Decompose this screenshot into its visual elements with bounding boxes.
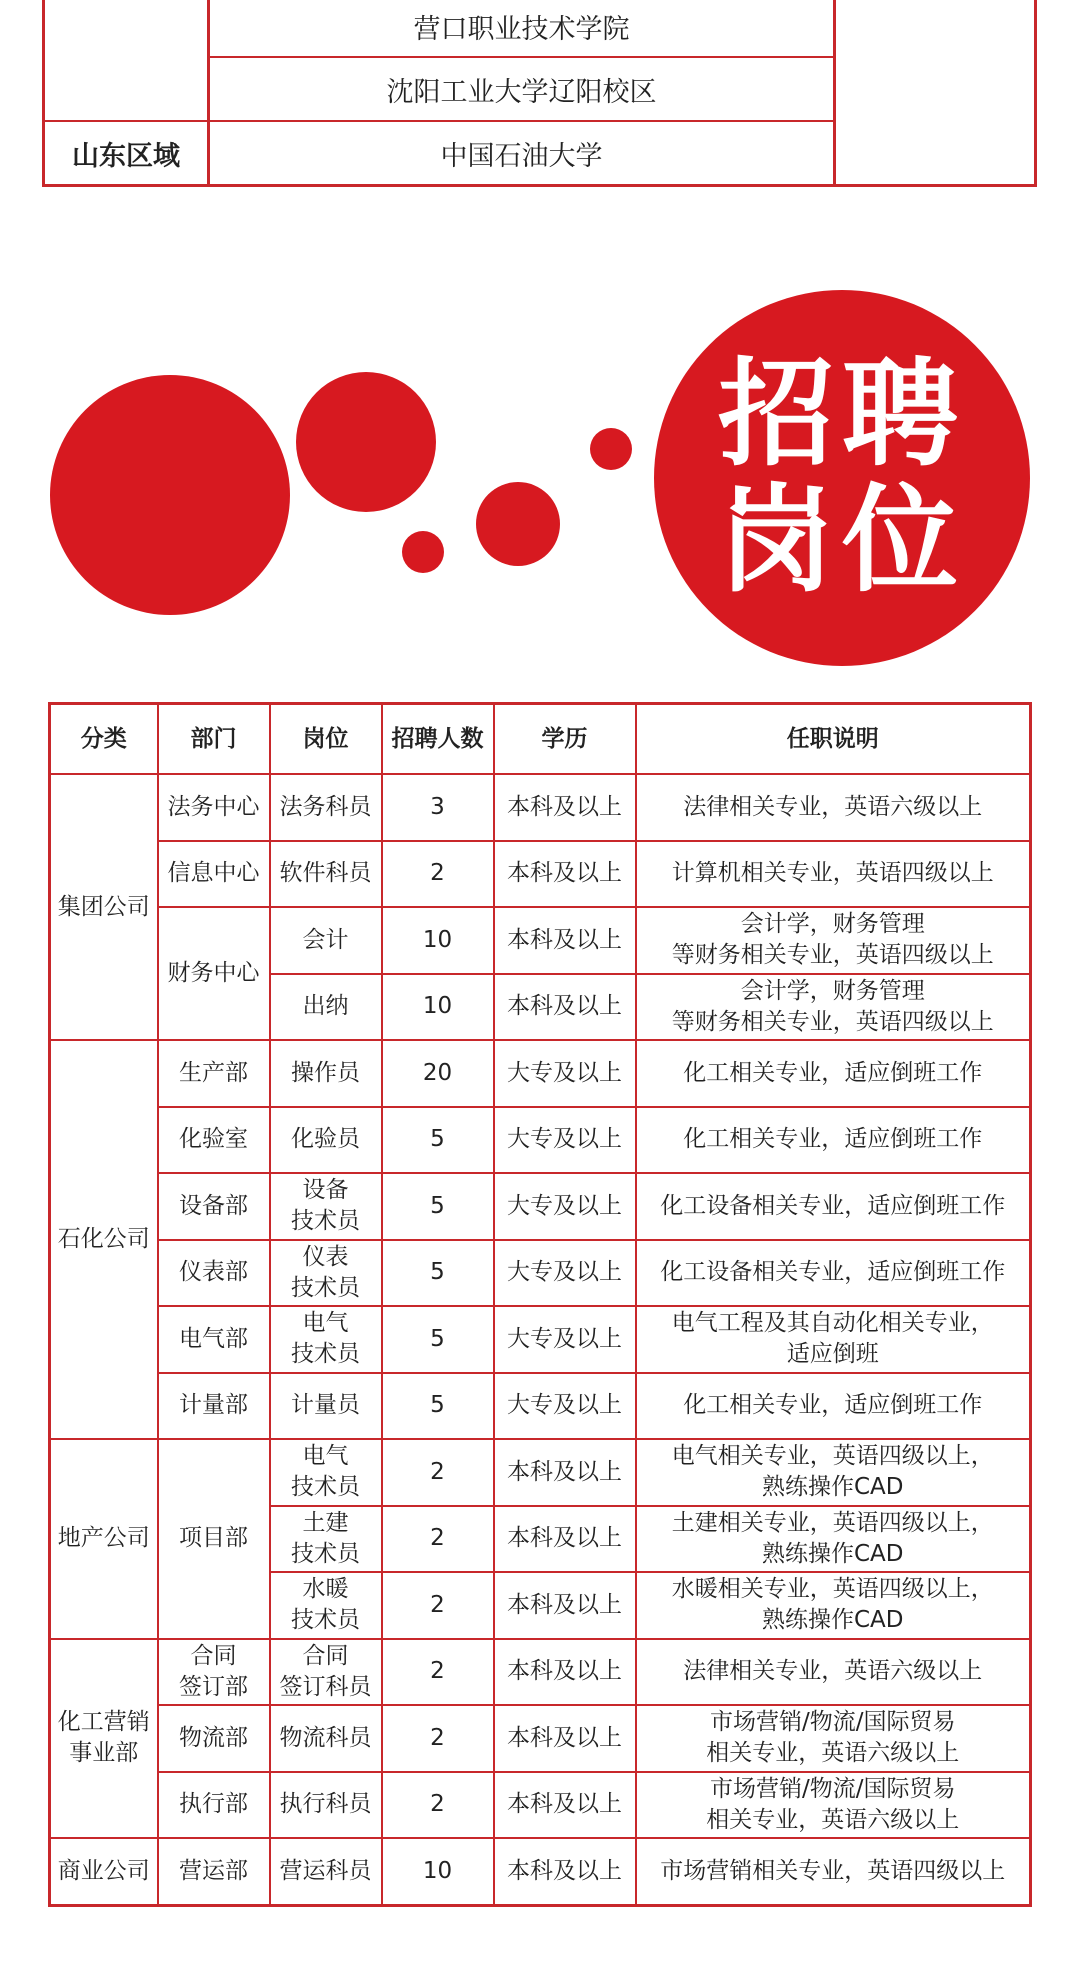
count-cell	[382, 841, 494, 908]
requirement-cell	[636, 1772, 1031, 1839]
category-cell	[50, 1639, 158, 1839]
department-cell	[158, 1639, 270, 1706]
school-table	[42, 0, 1037, 187]
position-cell	[270, 907, 382, 974]
education-cell-text: 大专及以上	[507, 1059, 622, 1086]
category-cell-text: 化工营销	[57, 1709, 150, 1736]
count-cell-text: 2	[430, 1791, 445, 1818]
requirement-cell-text: 土建相关专业，英语四级以上，	[671, 1509, 994, 1536]
position-cell	[270, 1173, 382, 1240]
position-cell-text: 技术员	[291, 1341, 360, 1368]
requirement-cell-text: 化工相关专业，适应倒班工作	[683, 1126, 983, 1153]
decor-circle-3	[402, 531, 444, 573]
requirement-cell-text: 等财务相关专业，英语四级以上	[671, 942, 994, 969]
table-row	[50, 1639, 1031, 1706]
position-cell	[270, 1240, 382, 1307]
position-cell	[270, 1705, 382, 1772]
school-name: 营口职业技术学院	[209, 0, 835, 57]
count-cell-text: 2	[430, 1458, 445, 1485]
position-cell	[270, 1506, 382, 1573]
decor-circle-2	[296, 372, 436, 512]
table-row	[50, 1040, 1031, 1107]
table-row	[50, 1240, 1031, 1307]
department-cell-text: 设备部	[179, 1192, 248, 1219]
table-row	[50, 774, 1031, 841]
education-cell-text: 本科及以上	[507, 1658, 622, 1685]
education-cell	[494, 841, 636, 908]
count-cell	[382, 774, 494, 841]
position-cell	[270, 1373, 382, 1440]
banner-title-circle	[654, 290, 1030, 666]
requirement-cell	[636, 1240, 1031, 1307]
requirement-cell-text: 电气相关专业，英语四级以上，	[671, 1443, 994, 1470]
position-cell-text: 技术员	[291, 1474, 360, 1501]
count-cell	[382, 1040, 494, 1107]
count-cell	[382, 1173, 494, 1240]
category-cell	[50, 1439, 158, 1639]
count-cell	[382, 1772, 494, 1839]
position-cell	[270, 774, 382, 841]
department-cell-text: 合同	[190, 1642, 237, 1669]
education-cell-text: 本科及以上	[507, 1857, 622, 1884]
requirement-cell-text: 会计学，财务管理	[740, 977, 925, 1004]
education-cell-text: 大专及以上	[507, 1192, 622, 1219]
requirement-cell-text: 化工相关专业，适应倒班工作	[683, 1059, 983, 1086]
banner-title-line1: 招聘	[718, 347, 966, 482]
education-cell-text: 本科及以上	[507, 793, 622, 820]
table-row	[50, 907, 1031, 974]
position-cell	[270, 1838, 382, 1905]
header-position: 岗位	[270, 704, 382, 775]
requirement-cell-text: 法律相关专业，英语六级以上	[683, 1658, 983, 1685]
department-cell-text: 仪表部	[179, 1259, 248, 1286]
position-cell-text: 操作员	[291, 1059, 360, 1086]
department-cell-text: 信息中心	[167, 860, 260, 887]
education-cell-text: 大专及以上	[507, 1259, 622, 1286]
requirement-cell-text: 适应倒班	[786, 1341, 879, 1368]
requirement-cell-text: 化工相关专业，适应倒班工作	[683, 1392, 983, 1419]
department-cell-text: 营运部	[179, 1857, 248, 1884]
table-header-row	[50, 704, 1031, 775]
education-cell	[494, 1772, 636, 1839]
count-cell-text: 3	[430, 793, 445, 820]
requirement-cell-text: 相关专业，英语六级以上	[706, 1806, 960, 1833]
requirement-cell-text: 市场营销相关专业，英语四级以上	[660, 1857, 1006, 1884]
education-cell	[494, 1439, 636, 1506]
header-education: 学历	[494, 704, 636, 775]
education-cell	[494, 1173, 636, 1240]
requirement-cell	[636, 974, 1031, 1041]
position-cell-text: 水暖	[302, 1576, 349, 1603]
jobs-table	[48, 702, 1032, 1907]
count-cell-text: 2	[430, 1724, 445, 1751]
education-cell-text: 本科及以上	[507, 1591, 622, 1618]
requirement-cell-text: 化工设备相关专业，适应倒班工作	[660, 1259, 1006, 1286]
education-cell	[494, 1639, 636, 1706]
table-row	[50, 841, 1031, 908]
requirement-cell-text: 等财务相关专业，英语四级以上	[671, 1008, 994, 1035]
category-cell-text: 事业部	[69, 1740, 139, 1767]
decor-circle-5	[590, 428, 632, 470]
table-row	[50, 1772, 1031, 1839]
category-cell-text: 石化公司	[57, 1226, 150, 1252]
count-cell-text: 20	[422, 1059, 453, 1086]
count-cell-text: 5	[430, 1392, 445, 1419]
count-cell-text: 2	[430, 1658, 445, 1685]
education-cell	[494, 1705, 636, 1772]
position-cell-text: 执行科员	[279, 1791, 372, 1818]
requirement-cell	[636, 1838, 1031, 1905]
requirement-cell	[636, 1040, 1031, 1107]
category-cell-text: 集团公司	[57, 893, 150, 920]
education-cell	[494, 1572, 636, 1639]
position-cell-text: 法务科员	[279, 793, 372, 820]
count-cell	[382, 1639, 494, 1706]
count-cell	[382, 1572, 494, 1639]
position-cell-text: 计量员	[291, 1392, 360, 1419]
requirement-cell-text: 计算机相关专业，英语四级以上	[671, 860, 994, 887]
count-cell-text: 5	[430, 1325, 445, 1352]
requirement-cell-text: 电气工程及其自动化相关专业，	[671, 1310, 994, 1337]
education-cell-text: 大专及以上	[507, 1126, 622, 1153]
category-cell-text: 商业公司	[57, 1857, 150, 1884]
department-cell-text: 财务中心	[167, 960, 260, 986]
position-cell-text: 营运科员	[279, 1857, 372, 1884]
position-cell	[270, 1040, 382, 1107]
department-cell	[158, 1240, 270, 1307]
department-cell-text: 电气部	[179, 1325, 248, 1352]
education-cell	[494, 1373, 636, 1440]
school-name: 中国石油大学	[209, 121, 835, 186]
education-cell	[494, 974, 636, 1041]
header-requirement: 任职说明	[636, 704, 1031, 775]
department-cell	[158, 1838, 270, 1905]
position-cell-text: 软件科员	[279, 860, 372, 887]
department-cell	[158, 1373, 270, 1440]
position-cell-text: 签订科员	[279, 1673, 372, 1700]
education-cell	[494, 1040, 636, 1107]
position-cell	[270, 1107, 382, 1174]
department-cell-text: 法务中心	[167, 793, 260, 820]
department-cell	[158, 1439, 270, 1639]
position-cell-text: 合同	[302, 1642, 349, 1669]
region-label: 山东区域	[44, 121, 209, 186]
position-cell	[270, 841, 382, 908]
position-cell	[270, 1306, 382, 1373]
department-cell-text: 项目部	[179, 1525, 248, 1552]
education-cell	[494, 1838, 636, 1905]
table-row	[50, 1838, 1031, 1905]
category-cell	[50, 1040, 158, 1439]
department-cell	[158, 1173, 270, 1240]
requirement-cell	[636, 1705, 1031, 1772]
requirement-cell	[636, 1107, 1031, 1174]
table-row	[50, 1705, 1031, 1772]
department-cell	[158, 1306, 270, 1373]
count-cell	[382, 1506, 494, 1573]
category-cell	[50, 774, 158, 1040]
position-cell-text: 土建	[302, 1509, 349, 1536]
education-cell	[494, 1506, 636, 1573]
position-cell-text: 电气	[302, 1310, 349, 1337]
school-name: 沈阳工业大学辽阳校区	[209, 57, 835, 121]
department-cell	[158, 1772, 270, 1839]
education-cell-text: 大专及以上	[507, 1392, 622, 1419]
education-cell-text: 本科及以上	[507, 1724, 622, 1751]
education-cell-text: 本科及以上	[507, 1525, 622, 1552]
department-cell	[158, 841, 270, 908]
count-cell-text: 5	[430, 1192, 445, 1219]
position-cell-text: 仪表	[302, 1243, 349, 1270]
count-cell	[382, 1240, 494, 1307]
education-cell-text: 本科及以上	[507, 860, 622, 887]
count-cell-text: 5	[430, 1126, 445, 1153]
count-cell	[382, 1306, 494, 1373]
table-row	[50, 1306, 1031, 1373]
count-cell	[382, 1373, 494, 1440]
category-cell-text: 地产公司	[57, 1525, 150, 1552]
table-row	[50, 1439, 1031, 1506]
department-cell-text: 签订部	[179, 1673, 248, 1700]
education-cell	[494, 907, 636, 974]
education-cell	[494, 1306, 636, 1373]
education-cell	[494, 1240, 636, 1307]
position-cell-text: 化验员	[291, 1126, 360, 1153]
education-cell	[494, 1107, 636, 1174]
header-count: 招聘人数	[382, 704, 494, 775]
count-cell-text: 5	[430, 1259, 445, 1286]
education-cell-text: 本科及以上	[507, 1458, 622, 1485]
position-cell	[270, 1772, 382, 1839]
requirement-cell-text: 市场营销/物流/国际贸易	[710, 1775, 956, 1802]
requirement-cell	[636, 1639, 1031, 1706]
education-cell-text: 本科及以上	[507, 926, 622, 953]
count-cell	[382, 1439, 494, 1506]
position-cell-text: 设备	[302, 1177, 349, 1204]
department-cell	[158, 1040, 270, 1107]
table-row	[50, 1373, 1031, 1440]
education-cell	[494, 774, 636, 841]
requirement-cell-text: 熟练操作CAD	[761, 1540, 904, 1567]
count-cell	[382, 974, 494, 1041]
requirement-cell	[636, 1572, 1031, 1639]
count-cell-text: 10	[422, 926, 453, 953]
position-cell-text: 电气	[302, 1443, 349, 1470]
position-cell-text: 技术员	[291, 1607, 360, 1634]
department-cell	[158, 1705, 270, 1772]
requirement-cell	[636, 1173, 1031, 1240]
position-cell-text: 出纳	[302, 993, 349, 1020]
position-cell-text: 技术员	[291, 1208, 360, 1235]
position-cell-text: 物流科员	[279, 1724, 372, 1751]
banner-title-line2: 岗位	[718, 473, 966, 608]
header-category: 分类	[50, 704, 158, 775]
requirement-cell-text: 熟练操作CAD	[761, 1607, 904, 1634]
education-cell-text: 本科及以上	[507, 1791, 622, 1818]
count-cell	[382, 1705, 494, 1772]
requirement-cell	[636, 774, 1031, 841]
department-cell-text: 执行部	[179, 1791, 248, 1818]
decor-circle-4	[476, 482, 560, 566]
position-cell-text: 会计	[302, 926, 349, 953]
count-cell-text: 10	[422, 1857, 453, 1884]
count-cell-text: 2	[430, 860, 445, 887]
education-cell-text: 大专及以上	[507, 1325, 622, 1352]
count-cell-text: 2	[430, 1591, 445, 1618]
department-cell-text: 化验室	[179, 1126, 248, 1153]
position-cell	[270, 1572, 382, 1639]
header-department: 部门	[158, 704, 270, 775]
count-cell	[382, 907, 494, 974]
department-cell-text: 物流部	[179, 1724, 248, 1751]
requirement-cell-text: 市场营销/物流/国际贸易	[710, 1709, 956, 1736]
department-cell	[158, 907, 270, 1040]
position-cell	[270, 974, 382, 1041]
blank-cell	[835, 0, 1036, 186]
requirement-cell-text: 化工设备相关专业，适应倒班工作	[660, 1192, 1006, 1219]
education-cell-text: 本科及以上	[507, 993, 622, 1020]
department-cell	[158, 774, 270, 841]
position-cell-text: 技术员	[291, 1274, 360, 1301]
department-cell-text: 生产部	[179, 1059, 248, 1086]
requirement-cell	[636, 1439, 1031, 1506]
count-cell-text: 2	[430, 1525, 445, 1552]
table-row	[50, 1173, 1031, 1240]
table-row	[50, 1107, 1031, 1174]
requirement-cell-text: 会计学，财务管理	[740, 911, 925, 938]
count-cell	[382, 1838, 494, 1905]
requirement-cell-text: 熟练操作CAD	[761, 1474, 904, 1501]
position-cell	[270, 1439, 382, 1506]
requirement-cell-text: 水暖相关专业，英语四级以上，	[671, 1576, 994, 1603]
requirement-cell	[636, 1306, 1031, 1373]
position-cell-text: 技术员	[291, 1540, 360, 1567]
requirement-cell	[636, 841, 1031, 908]
requirement-cell	[636, 907, 1031, 974]
department-cell	[158, 1107, 270, 1174]
department-cell-text: 计量部	[179, 1392, 248, 1419]
requirement-cell-text: 法律相关专业，英语六级以上	[683, 793, 983, 820]
count-cell	[382, 1107, 494, 1174]
requirement-cell	[636, 1506, 1031, 1573]
region-cell	[44, 0, 209, 121]
decor-circle-1	[50, 375, 290, 615]
requirement-cell-text: 相关专业，英语六级以上	[706, 1740, 960, 1767]
requirement-cell	[636, 1373, 1031, 1440]
category-cell	[50, 1838, 158, 1905]
position-cell	[270, 1639, 382, 1706]
count-cell-text: 10	[422, 993, 453, 1020]
